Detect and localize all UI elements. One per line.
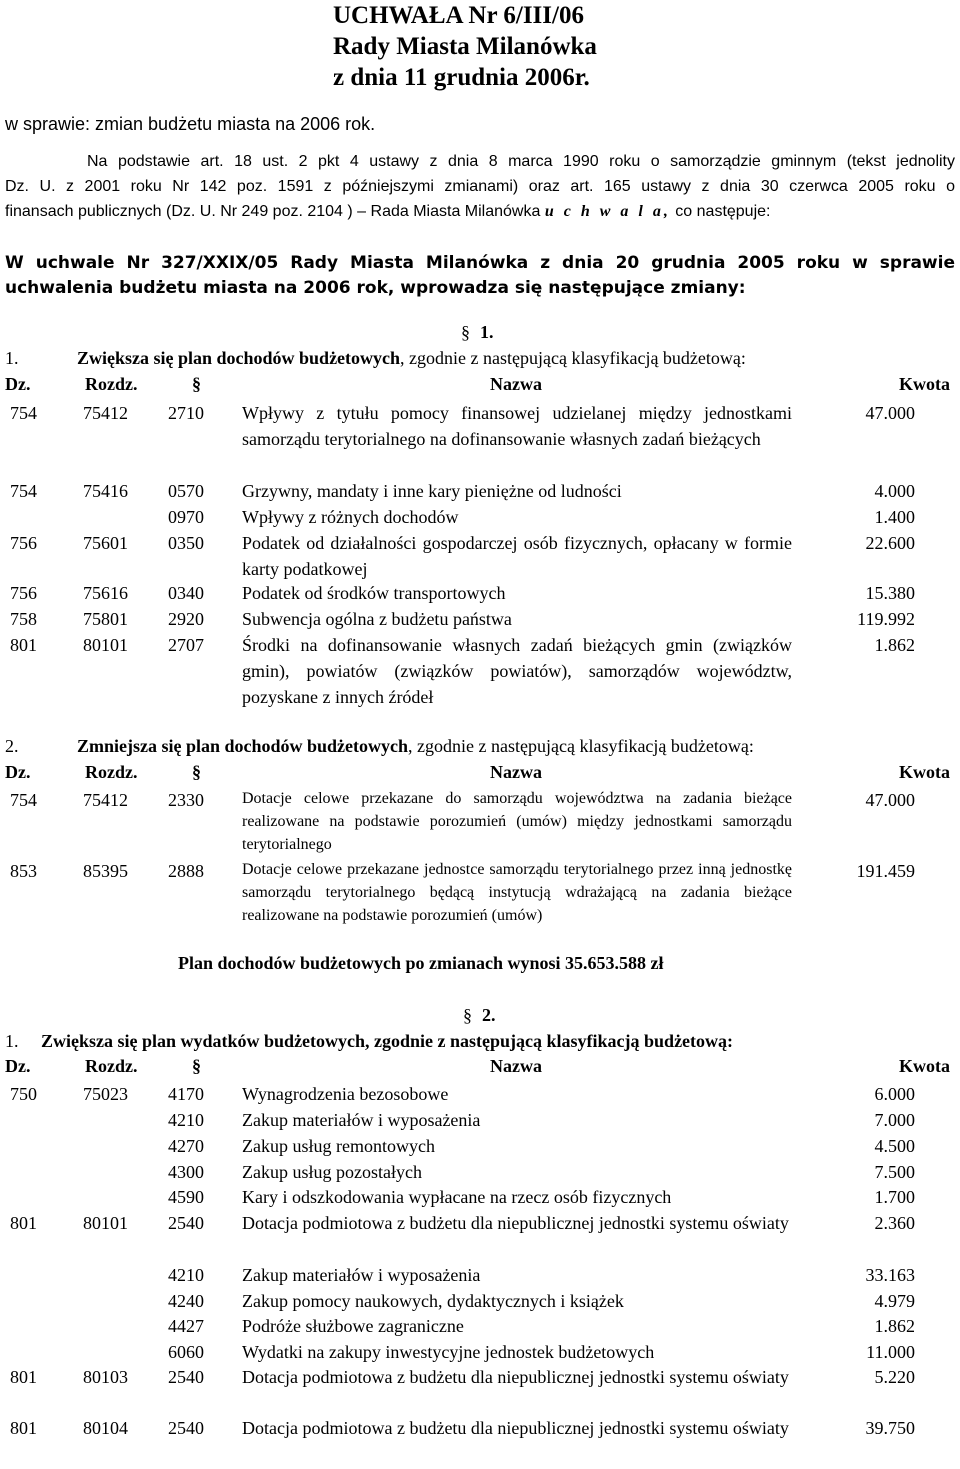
header-dz: Dz. [5,762,31,782]
header-nazwa: Nazwa [490,762,542,782]
cell-dz: 853 [10,861,37,881]
heading-text: Zwiększa się plan wydatków budżetowych, zgodnie z następującą klasyfikacją budżetową: [41,1031,734,1051]
cell-dz: 754 [10,481,37,501]
cell-dz: 754 [10,403,37,423]
heading-number: 2. [5,736,19,756]
cell-rozdz: 75412 [83,790,128,810]
cell-kwota: 7.500 [874,1162,915,1182]
cell-nazwa: Dotacje celowe przekazane jednostce samorządu terytorialnego przez inną jednostkę samorządu terytorialnego będącą instytucją wdrażającą na zadania bieżące realizowane na podstawie porozumień (umów) [242,861,792,924]
cell-nazwa: Środki na dofinansowanie własnych zadań bieżących gmin (związków gmin), powiatów (związków powiatów), samorządów województw, pozyskane z innych źródeł [242,635,792,707]
preamble-line-1: Na podstawie art. 18 ust. 2 pkt 4 ustawy z dnia 8 marca 1990 roku o samorządzie gminnym (tekst jednolity [87,153,955,170]
cell-nazwa: Grzywny, mandaty i inne kary pieniężne od ludności [242,481,622,501]
cell-par: 4427 [168,1316,204,1336]
cell-par: 4590 [168,1187,204,1207]
cell-par: 2540 [168,1418,204,1438]
cell-dz: 756 [10,583,37,603]
cell-dz: 756 [10,533,37,553]
header-dz: Dz. [5,1056,31,1076]
cell-dz: 750 [10,1084,37,1104]
cell-rozdz: 75412 [83,403,128,423]
heading-rest: , zgodnie z następującą klasyfikacją budżetową: [400,348,746,368]
header-kwota: Kwota [899,374,950,394]
cell-par: 2330 [168,790,204,810]
cell-par: 2888 [168,861,204,881]
cell-kwota: 39.750 [865,1418,915,1438]
table-header [5,1056,950,1082]
cell-dz: 754 [10,790,37,810]
cell-rozdz: 75416 [83,481,128,501]
cell-kwota: 6.000 [874,1084,915,1104]
preamble-line-3 [5,199,955,224]
cell-nazwa: Wydatki na zakupy inwestycyjne jednostek budżetowych [242,1342,655,1362]
revenue-plan-summary: Plan dochodów budżetowych po zmianach wynosi 35.653.588 zł [178,953,664,973]
cell-par: 6060 [168,1342,204,1362]
cell-kwota: 33.163 [865,1265,915,1285]
cell-kwota: 11.000 [866,1342,915,1362]
cell-nazwa: Subwencja ogólna z budżetu państwa [242,609,512,629]
cell-kwota: 191.459 [856,861,915,881]
header-kwota: Kwota [899,1056,950,1076]
cell-nazwa: Dotacja podmiotowa z budżetu dla niepublicznej jednostki systemu oświaty [242,1213,789,1233]
cell-dz: 801 [10,1418,37,1438]
title-line-2: Rady Miasta Milanówka [333,33,597,60]
paragraph-sign: § [463,1005,472,1025]
cell-nazwa: Zakup pomocy naukowych, dydaktycznych i książek [242,1291,624,1311]
cell-par: 4210 [168,1110,204,1130]
section-number: 2. [482,1005,496,1025]
section-2-number [463,1005,496,1026]
cell-dz: 801 [10,1213,37,1233]
heading-number: 1. [5,1031,19,1051]
cell-nazwa: Dotacja podmiotowa z budżetu dla niepublicznej jednostki systemu oświaty [242,1367,789,1387]
cell-nazwa: Dotacje celowe przekazane do samorządu województwa na zadania bieżące realizowane na podstawie porozumień (umów) między jednostkami samorządu terytorialnego [242,790,792,853]
cell-par: 0970 [168,507,204,527]
header-kwota: Kwota [899,762,950,782]
cell-nazwa: Zakup materiałów i wyposażenia [242,1265,481,1285]
section-number: 1. [480,322,494,342]
header-rozdz: Rozdz. [85,762,138,782]
intro-line-1: W uchwale Nr 327/XXIX/05 Rady Miasta Milanówka z dnia 20 grudnia 2005 roku w sprawie [5,253,955,273]
cell-rozdz: 80104 [83,1418,128,1438]
cell-par: 4300 [168,1162,204,1182]
cell-nazwa: Wpływy z różnych dochodów [242,507,459,527]
header-nazwa: Nazwa [490,1056,542,1076]
resolution-subject: w sprawie: zmian budżetu miasta na 2006 rok. [5,114,376,134]
section-1-number [461,322,494,343]
preamble [5,149,955,224]
cell-nazwa: Kary i odszkodowania wypłacane na rzecz osób fizycznych [242,1187,672,1207]
header-par: § [192,762,201,782]
paragraph-sign: § [461,322,470,342]
heading-number: 1. [5,348,19,368]
table-header [5,374,950,400]
cell-kwota: 1.700 [874,1187,915,1207]
heading-bold: Zmniejsza się plan dochodów budżetowych [77,736,409,756]
cell-nazwa: Podróże służbowe zagraniczne [242,1316,464,1336]
uchwala-word: u c h w a l a, [544,203,671,220]
header-rozdz: Rozdz. [85,1056,138,1076]
cell-rozdz: 75616 [83,583,128,603]
section-1-sub-2-heading [5,736,754,757]
cell-kwota: 7.000 [874,1110,915,1130]
cell-nazwa: Zakup usług pozostałych [242,1162,422,1182]
cell-rozdz: 80101 [83,1213,128,1233]
cell-rozdz: 75801 [83,609,128,629]
cell-nazwa: Podatek od środków transportowych [242,583,506,603]
preamble-line-2: Dz. U. z 2001 roku Nr 142 poz. 1591 z późniejszymi zmianami) oraz art. 165 ustawy z dnia 30 czerwca 2005 roku o [5,178,955,195]
cell-rozdz: 85395 [83,861,128,881]
cell-par: 4240 [168,1291,204,1311]
title-line-3: z dnia 11 grudnia 2006r. [333,64,590,91]
cell-par: 4170 [168,1084,204,1104]
cell-par: 0340 [168,583,204,603]
header-rozdz: Rozdz. [85,374,138,394]
header-par: § [192,1056,201,1076]
cell-nazwa: Podatek od działalności gospodarczej osób fizycznych, opłacany w formie karty podatkowej [242,533,792,579]
preamble-line-3-end: co następuje: [675,203,771,220]
header-dz: Dz. [5,374,31,394]
cell-dz: 801 [10,1367,37,1387]
cell-kwota: 22.600 [865,533,915,553]
cell-kwota: 5.220 [874,1367,915,1387]
preamble-line-3-start: finansach publicznych (Dz. U. Nr 249 poz. 2104 ) – Rada Miasta Milanówka [5,203,541,220]
cell-nazwa: Dotacja podmiotowa z budżetu dla niepublicznej jednostki systemu oświaty [242,1418,789,1438]
cell-par: 2710 [168,403,204,423]
cell-kwota: 4.500 [874,1136,915,1156]
section-2-sub-1-heading [5,1031,733,1052]
cell-par: 2920 [168,609,204,629]
resolution-title [333,0,597,93]
cell-kwota: 1.400 [874,507,915,527]
heading-bold: Zwiększa się plan dochodów budżetowych [77,348,401,368]
cell-nazwa: Zakup materiałów i wyposażenia [242,1110,481,1130]
table-header [5,762,950,788]
cell-kwota: 4.000 [874,481,915,501]
heading-rest: , zgodnie z następującą klasyfikacją budżetową: [408,736,754,756]
intro-line-2: uchwalenia budżetu miasta na 2006 rok, wprowadza się następujące zmiany: [5,278,746,298]
cell-kwota: 119.992 [857,609,915,629]
header-nazwa: Nazwa [490,374,542,394]
title-line-1: UCHWAŁA Nr 6/III/06 [333,2,584,29]
cell-par: 2540 [168,1213,204,1233]
cell-par: 2540 [168,1367,204,1387]
cell-par: 0570 [168,481,204,501]
cell-dz: 801 [10,635,37,655]
cell-kwota: 4.979 [874,1291,915,1311]
section-1-sub-1-heading [5,348,746,369]
cell-nazwa: Wynagrodzenia bezosobowe [242,1084,449,1104]
cell-par: 4270 [168,1136,204,1156]
cell-rozdz: 80101 [83,635,128,655]
cell-par: 2707 [168,635,204,655]
cell-kwota: 1.862 [874,635,915,655]
cell-kwota: 47.000 [865,403,915,423]
cell-par: 4210 [168,1265,204,1285]
cell-kwota: 1.862 [874,1316,915,1336]
cell-kwota: 2.360 [874,1213,915,1233]
header-par: § [192,374,201,394]
cell-rozdz: 75023 [83,1084,128,1104]
cell-nazwa: Wpływy z tytułu pomocy finansowej udzielanej między jednostkami samorządu terytorialnego na dofinansowanie własnych zadań bieżących [242,403,792,449]
cell-kwota: 15.380 [865,583,915,603]
intro-paragraph [5,251,955,301]
cell-dz: 758 [10,609,37,629]
cell-rozdz: 75601 [83,533,128,553]
cell-kwota: 47.000 [865,790,915,810]
cell-par: 0350 [168,533,204,553]
cell-rozdz: 80103 [83,1367,128,1387]
cell-nazwa: Zakup usług remontowych [242,1136,435,1156]
